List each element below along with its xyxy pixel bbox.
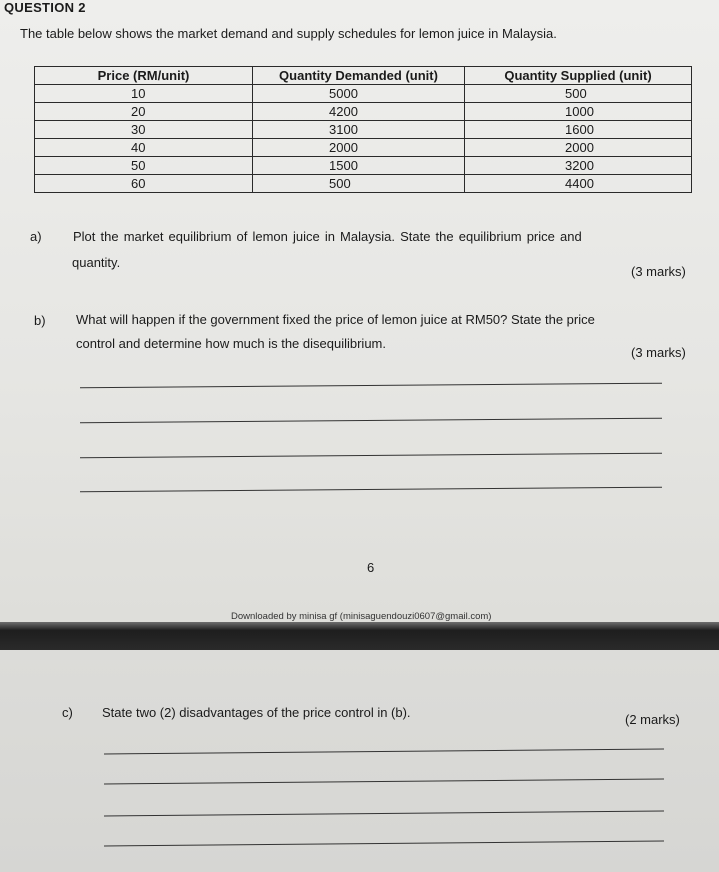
table-row — [35, 139, 692, 157]
cell-price: 40 — [35, 139, 253, 157]
cell-price: 10 — [35, 85, 253, 103]
cell-demand: 4200 — [253, 103, 465, 121]
page-separator — [0, 622, 719, 650]
cell-demand: 5000 — [253, 85, 465, 103]
intro-text: The table below shows the market demand and supply schedules for lemon juice in Malaysia. — [20, 26, 557, 41]
table-row — [35, 157, 692, 175]
schedule-table — [34, 66, 692, 193]
part-b-text-line2: control and determine how much is the disequilibrium. — [76, 336, 386, 351]
part-a-text-line1: Plot the market equilibrium of lemon juice in Malaysia. State the equilibrium price and — [73, 229, 582, 244]
page-bottom — [0, 650, 719, 872]
cell-supply: 2000 — [465, 139, 692, 157]
table-header-row — [35, 67, 692, 85]
part-a-label: a) — [30, 229, 42, 244]
cell-supply: 1600 — [465, 121, 692, 139]
part-b-label: b) — [34, 313, 46, 328]
table-row — [35, 121, 692, 139]
cell-price: 20 — [35, 103, 253, 121]
cell-supply: 3200 — [465, 157, 692, 175]
part-b-marks: (3 marks) — [631, 345, 686, 360]
table-row — [35, 175, 692, 193]
download-footer: Downloaded by minisa gf (minisaguendouzi0607@gmail.com) — [231, 611, 492, 622]
cell-demand: 1500 — [253, 157, 465, 175]
question-title: QUESTION 2 — [4, 0, 86, 15]
header-price: Price (RM/unit) — [35, 67, 253, 85]
cell-demand: 500 — [253, 175, 465, 193]
part-c-text: State two (2) disadvantages of the price control in (b). — [102, 705, 411, 720]
part-b-text-line1: What will happen if the government fixed the price of lemon juice at RM50? State the price — [76, 312, 595, 327]
cell-price: 50 — [35, 157, 253, 175]
cell-supply: 4400 — [465, 175, 692, 193]
part-a-marks: (3 marks) — [631, 264, 686, 279]
table-row — [35, 85, 692, 103]
part-c-marks: (2 marks) — [625, 712, 680, 727]
cell-supply: 500 — [465, 85, 692, 103]
header-quantity-demanded: Quantity Demanded (unit) — [253, 67, 465, 85]
page-number: 6 — [367, 560, 375, 575]
header-quantity-supplied: Quantity Supplied (unit) — [465, 67, 692, 85]
part-a-text-line2: quantity. — [72, 255, 121, 270]
table-row — [35, 103, 692, 121]
cell-supply: 1000 — [465, 103, 692, 121]
part-c-label: c) — [62, 705, 73, 720]
cell-price: 60 — [35, 175, 253, 193]
cell-price: 30 — [35, 121, 253, 139]
cell-demand: 3100 — [253, 121, 465, 139]
cell-demand: 2000 — [253, 139, 465, 157]
